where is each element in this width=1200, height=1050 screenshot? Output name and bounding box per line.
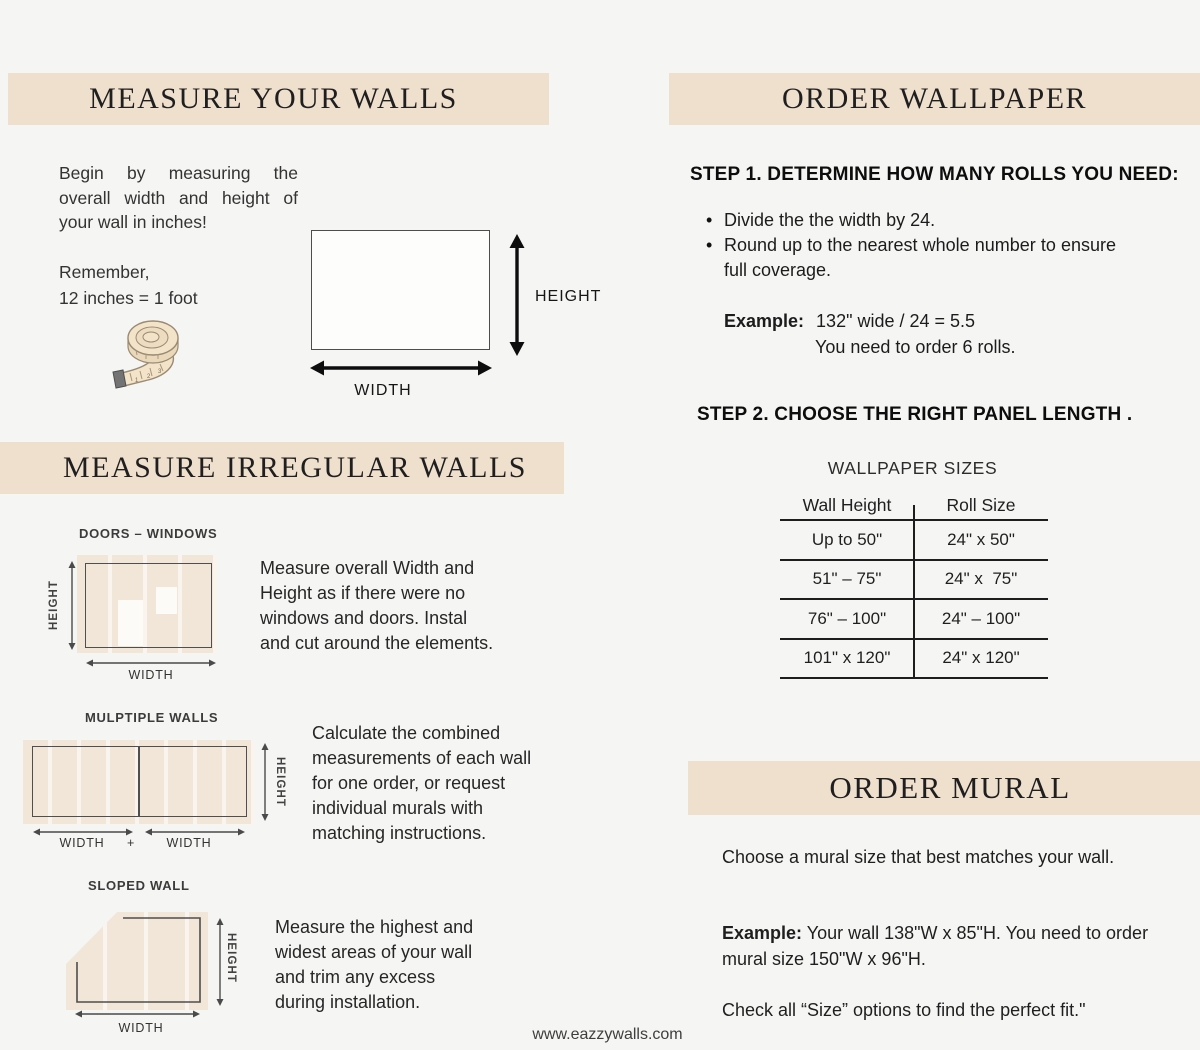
- remember-note: [59, 259, 198, 311]
- doors-windows-text: Measure overall Width and Height as if there were no windows and doors. Instal and cut around the elements.: [260, 558, 494, 653]
- table-header-roll-size: Roll Size: [946, 495, 1016, 515]
- svg-text:2: 2: [147, 374, 151, 380]
- wallpaper-sizes-table: [780, 492, 1048, 679]
- sloped-height-label: HEIGHT: [225, 933, 237, 984]
- svg-text:1: 1: [135, 378, 139, 384]
- step1-example-line1: [724, 308, 975, 334]
- multiple-walls-text: Calculate the combined measurements of each wall for one order, or request individual murals with matching instructions.: [312, 723, 532, 843]
- bullet-round-up: • Round up to the nearest whole number to ensure full coverage.: [700, 233, 1116, 283]
- width-arrow: [310, 357, 492, 379]
- multiple-walls-heading: MULPTIPLE WALLS: [85, 710, 219, 725]
- sloped-wall-heading: SLOPED WALL: [88, 878, 190, 893]
- multiple-height-label: HEIGHT: [274, 757, 286, 808]
- section-title-measure-walls: MEASURE YOUR WALLS: [89, 82, 458, 115]
- multiple-walls-right-outline: [139, 746, 247, 817]
- window-cutout: [156, 587, 177, 614]
- step1-bullet-list: [700, 208, 1145, 283]
- multiple-width-label-right: WIDTH: [166, 836, 212, 850]
- table-cell-wall-height: 51" – 75": [812, 569, 882, 589]
- mural-example: [722, 920, 1154, 972]
- multiple-walls-left-outline: [32, 746, 139, 817]
- table-cell-wall-height: 76" – 100": [807, 608, 887, 628]
- section-title-order-wallpaper: ORDER WALLPAPER: [781, 82, 1088, 115]
- bullet-divide: • Divide the the width by 24.: [700, 208, 1145, 233]
- multiple-width-label-left: WIDTH: [59, 836, 105, 850]
- sloped-wall-outline: [70, 910, 210, 1010]
- height-label: HEIGHT: [535, 288, 602, 305]
- step1-heading: STEP 1. DETERMINE HOW MANY ROLLS YOU NEED:: [690, 164, 1179, 185]
- section-bar-order-wallpaper: [669, 73, 1200, 125]
- mural-size-note: Check all “Size” options to find the perfect fit.": [722, 1000, 1086, 1020]
- table-cell-wall-height: Up to 50": [811, 529, 883, 549]
- section-bar-irregular-walls: [0, 442, 564, 494]
- example-value: 132" wide / 24 = 5.5: [816, 311, 976, 331]
- table-cell-roll-size: 24" x 75": [944, 569, 1018, 589]
- tape-measure-icon: [106, 310, 206, 395]
- sloped-width-label: WIDTH: [118, 1021, 164, 1035]
- remember-line2: 12 inches = 1 foot: [59, 288, 198, 308]
- mural-paragraph: Choose a mural size that best matches your wall.: [722, 847, 1115, 867]
- remember-line1: Remember,: [59, 262, 150, 282]
- door-cutout: [118, 600, 143, 646]
- doors-height-arrow: [66, 561, 78, 650]
- intro-paragraph: Begin by measuring the overall width and height of your wall in inches!: [59, 163, 298, 233]
- section-title-order-mural: ORDER MURAL: [829, 770, 1071, 805]
- wall-diagram-rectangle: [311, 230, 490, 350]
- section-bar-measure-walls: [8, 73, 549, 125]
- table-header-wall-height: Wall Height: [802, 495, 892, 515]
- doors-windows-heading: DOORS – WINDOWS: [79, 526, 218, 541]
- mural-example-label: Example:: [722, 923, 803, 943]
- doors-height-label: HEIGHT: [48, 579, 60, 630]
- sloped-wall-text: Measure the highest and widest areas of your wall and trim any excess during installation.: [275, 917, 474, 1012]
- table-column-divider: [913, 505, 915, 677]
- width-label: WIDTH: [354, 382, 412, 399]
- multiple-height-arrow: [259, 743, 271, 821]
- website-url: www.eazzywalls.com: [532, 1026, 683, 1043]
- section-title-irregular-walls: MEASURE IRREGULAR WALLS: [63, 451, 527, 484]
- doors-width-label: WIDTH: [128, 668, 174, 682]
- height-arrow: [506, 234, 528, 356]
- table-cell-wall-height: 101" x 120": [803, 648, 891, 668]
- svg-text:3: 3: [158, 369, 162, 375]
- multiple-plus-sign: +: [126, 836, 136, 850]
- step2-heading: STEP 2. CHOOSE THE RIGHT PANEL LENGTH .: [697, 404, 1133, 425]
- table-cell-roll-size: 24" x 120": [942, 648, 1020, 668]
- step1-example-line2: You need to order 6 rolls.: [815, 337, 1016, 357]
- mural-example-text: Your wall 138"W x 85"H. You need to order mural size 150"W x 96"H.: [722, 923, 1149, 969]
- doors-windows-wall-outline: [85, 563, 212, 648]
- wallpaper-sizes-title: WALLPAPER SIZES: [827, 458, 998, 478]
- table-cell-roll-size: 24" – 100": [941, 608, 1021, 628]
- example-label: Example:: [724, 311, 805, 331]
- section-bar-order-mural: [688, 761, 1200, 815]
- table-cell-roll-size: 24" x 50": [947, 529, 1015, 549]
